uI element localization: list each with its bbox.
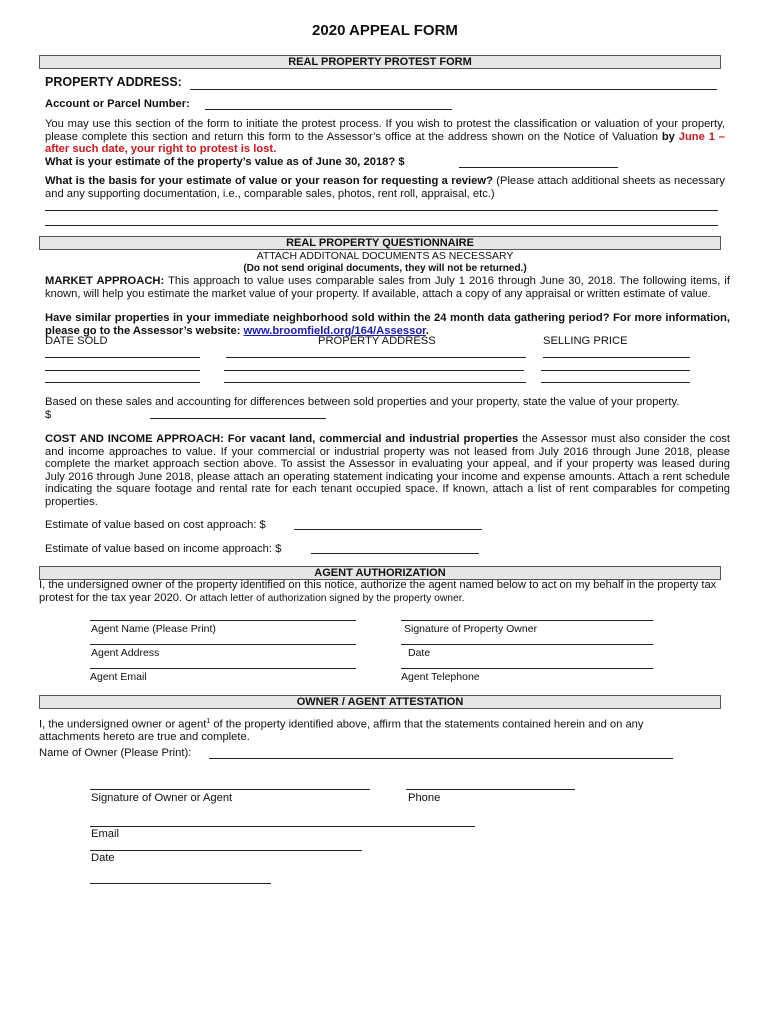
estimate-question: What is your estimate of the property’s value as of June 30, 2018? $ <box>45 156 405 168</box>
property-address-label: PROPERTY ADDRESS: <box>45 75 182 89</box>
column-property-address: PROPERTY ADDRESS <box>318 335 436 347</box>
agent-header: AGENT AUTHORIZATION <box>39 566 721 580</box>
date-line[interactable] <box>90 850 362 851</box>
estimate-field[interactable] <box>459 167 618 168</box>
sale-address-1[interactable] <box>226 357 526 358</box>
agent-date-label: Date <box>408 647 431 659</box>
assessor-website-link[interactable]: www.broomfield.org/164/Assessor <box>243 324 426 337</box>
sale-price-3[interactable] <box>541 382 690 383</box>
income-estimate-label: Estimate of value based on income approach: $ <box>45 543 282 555</box>
sale-price-1[interactable] <box>543 357 690 358</box>
market-approach: MARKET APPROACH: This approach to value uses comparable sales from July 1 2016 through June 30, 2018. The following items, if known, will help you estimate the market value of your property. If available, attach a copy of any appraisal or written estimate of value. <box>45 275 731 300</box>
agent-date-field[interactable] <box>401 644 653 645</box>
sale-date-2[interactable] <box>45 370 200 371</box>
cost-estimate-label: Estimate of value based on cost approach: $ <box>45 519 266 531</box>
owner-signature-label: Signature of Property Owner <box>404 623 538 635</box>
agent-address-label: Agent Address <box>91 647 160 659</box>
basis-question: What is the basis for your estimate of value or your reason for requesting a review? (Please attach additional sheets as necessary and any supporting documentation, i.e., comparable sales, photos, rent roll, appraisal, etc.) <box>45 175 725 200</box>
owner-name-label: Name of Owner (Please Print): <box>39 747 192 759</box>
attestation-text: I, the undersigned owner or agent$^1$ of the property identified above, affirm that the statements contained herein and on any attachments hereto are true and complete. <box>39 718 644 744</box>
column-selling-price: SELLING PRICE <box>543 335 628 347</box>
cost-estimate-field[interactable] <box>294 529 482 530</box>
agent-telephone-field[interactable] <box>401 668 653 669</box>
similar-question: Have similar properties in your immediate neighborhood sold within the 24 month data gathering period? For more information, please go to the Assessor’s website: www.broomfield.org/164/Assessor. <box>45 312 730 337</box>
sale-address-3[interactable] <box>224 382 526 383</box>
phone-line[interactable] <box>406 789 575 790</box>
page-title: 2020 APPEAL FORM <box>312 22 458 39</box>
email-line[interactable] <box>90 826 475 827</box>
protest-intro: You may use this section of the form to initiate the protest process. If you wish to protest the classification or valuation of your property, please complete this section and return this form to the Assessor’s office at the address shown on the Notice of Valuation by June 1 – after such date, your right to protest is lost. <box>45 118 725 155</box>
basis-line-1[interactable] <box>45 210 718 211</box>
agent-authorization-text: I, the undersigned owner of the property identified on this notice, authorize the agent named below to act on my behalf in the property tax protest for the tax year 2020. Or attach letter of authorization signed by the property owner. <box>39 579 717 604</box>
cost-income-approach: COST AND INCOME APPROACH: For vacant land, commercial and industrial properties the Assessor must also consider the cost and income approaches to value. If your commercial or industrial property was not leased from July 2016 through June 2018, please complete the market approach section above. To assist the Assessor in evaluating your appeal, and if your property was leased during July 2016 through June 2018, please attach an operating statement indicating your income and expense amounts. Attach a rent schedule indicating the square footage and rental rate for each tenant occupied space. If known, attach a list of rent comparables for competing properties. <box>45 433 731 508</box>
sale-price-2[interactable] <box>541 370 690 371</box>
property-address-field[interactable] <box>190 89 717 90</box>
agent-email-label: Agent Email <box>90 671 147 683</box>
sale-date-3[interactable] <box>45 382 200 383</box>
owner-name-field[interactable] <box>209 758 673 759</box>
signature-label: Signature of Owner or Agent <box>91 792 233 804</box>
attestation-header: OWNER / AGENT ATTESTATION <box>39 695 721 709</box>
income-estimate-field[interactable] <box>311 553 479 554</box>
sale-date-1[interactable] <box>45 357 200 358</box>
agent-telephone-label: Agent Telephone <box>401 671 480 683</box>
column-date-sold: DATE SOLD <box>45 335 108 347</box>
agent-name-label: Agent Name (Please Print) <box>91 623 216 635</box>
owner-signature-field[interactable] <box>401 620 653 621</box>
questionnaire-header: REAL PROPERTY QUESTIONNAIRE <box>39 236 721 250</box>
protest-header: REAL PROPERTY PROTEST FORM <box>39 55 721 69</box>
account-label: Account or Parcel Number: <box>45 98 190 110</box>
owner-signature-line[interactable] <box>90 789 370 790</box>
agent-name-field[interactable] <box>90 620 356 621</box>
agent-email-field[interactable] <box>90 668 356 669</box>
based-on-sales: Based on these sales and accounting for differences between sold properties and your property, state the value of your property. $ <box>45 396 680 421</box>
no-originals-note: (Do not send original documents, they will not be returned.) <box>243 263 527 274</box>
date-label: Date <box>91 852 115 864</box>
attach-note: ATTACH ADDITONAL DOCUMENTS AS NECESSARY <box>256 250 514 262</box>
phone-label: Phone <box>408 792 441 804</box>
value-field[interactable] <box>150 418 326 419</box>
basis-line-2[interactable] <box>45 225 718 226</box>
date-field[interactable] <box>90 883 271 884</box>
email-label: Email <box>91 828 119 840</box>
account-field[interactable] <box>205 109 452 110</box>
agent-address-field[interactable] <box>90 644 356 645</box>
deadline-warning: June 1 – after such date, your right to protest is lost. <box>45 130 725 155</box>
sale-address-2[interactable] <box>224 370 524 371</box>
